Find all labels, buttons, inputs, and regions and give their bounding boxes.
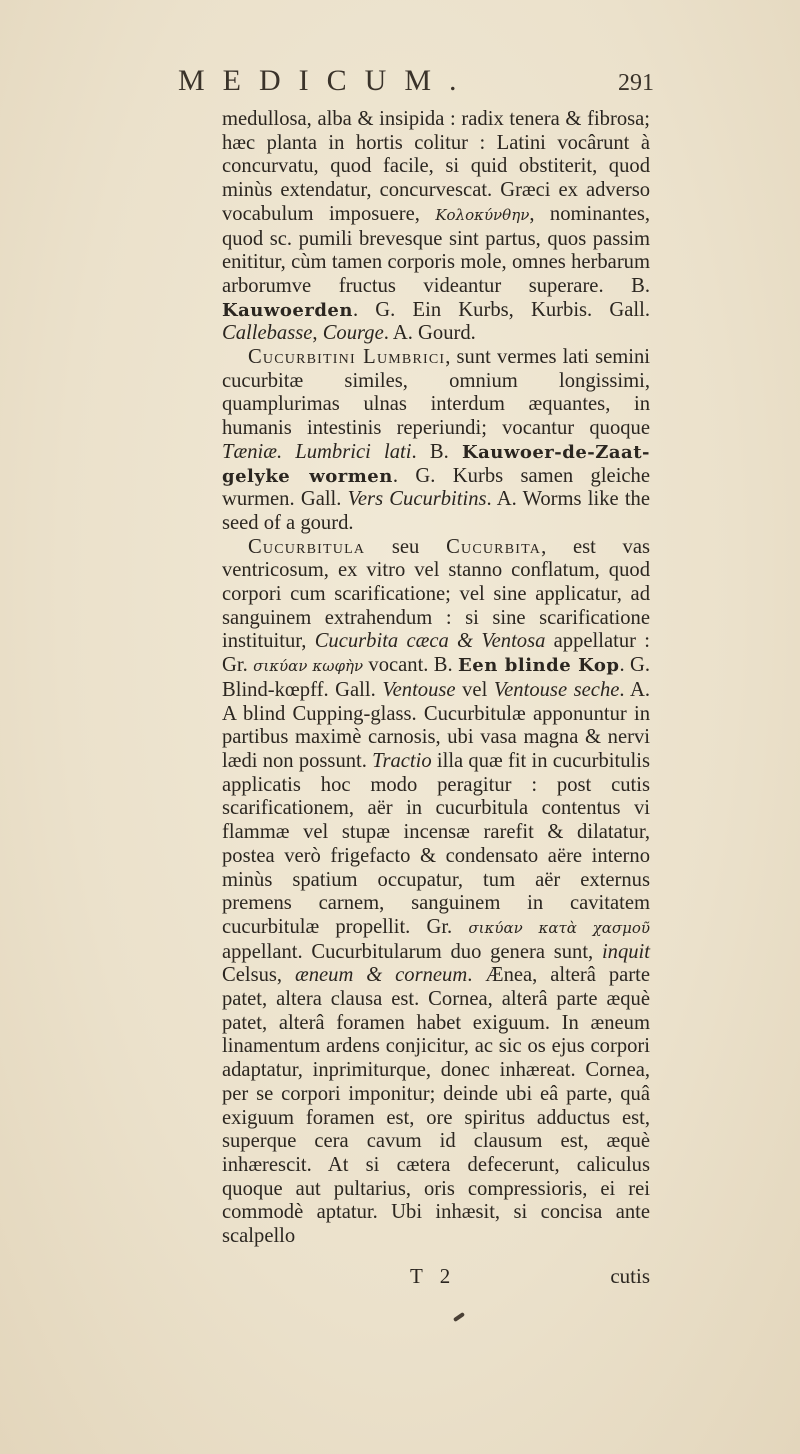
text-run: . A. A blind Cupping-glass. Cucurbitulæ apponuntur in partibus maximè carnosis, ubi vasa magna & nervi lædi non possunt. [222,678,650,772]
paragraph-cucurbitini-lumbrici [222,346,650,536]
page-footer [222,1264,650,1292]
text-run: seu [365,535,447,558]
text-run: Kauwoer-de-Zaat-gelyke wormen [222,441,650,487]
text-run: , nominantes, quod sc. pumili brevesque sint partus, quos passim enititur, cùm tamen corporis mole, omnes herbarum arborumve fructus videantur superare. B. [222,202,650,297]
text-run: Kauwoerden [222,299,353,321]
text-run: , est vas ventricosum, ex vitro vel stanno conflatum, quod corpori cum scarificatione; vel sine applicatur, ad sanguinem extrahendum : si sine scarificatione instituitur, [222,535,650,653]
text-run: Een blinde Kop [458,655,620,677]
catchword: cutis [610,1264,650,1288]
running-head: MEDICUM. [178,64,475,97]
body-text [222,108,650,1249]
text-run: . G. Kurbs samen gleiche wurmen. Gall. [222,464,650,511]
page-header [150,64,654,104]
text-run: Ventouse [382,678,456,701]
text-run: Cucurbita cæca & Ventosa [314,630,546,653]
text-run: Callebasse [222,322,313,345]
paragraph-cucurbita-plant [222,108,650,346]
text-run: Celsus, [222,964,295,987]
paragraph-cucurbitula [222,536,650,1249]
text-run: Vers Cucurbitins [347,488,487,511]
text-run: inquit [601,940,650,963]
text-run: , [312,322,323,345]
text-run: Cucurbitini Lumbrici [248,346,446,369]
text-run: medullosa, alba & insipida : radix tenera & fibrosa; hæc planta in hortis colitur : Latini vocârunt à concurvatu, quod facile, si quid obstiterit, quod minùs extendatur, concurvescat. Græci ex adverso vocabulum imposuere, [222,108,650,225]
page-number: 291 [618,70,654,96]
text-run: Tæniæ. Lumbrici lati [222,440,412,463]
signature-mark: T 2 [410,1264,457,1288]
ink-mark [453,1312,465,1322]
text-run: . G. Blind-kœpff. Gall. [222,654,650,701]
text-run: æneum & corneum [294,964,468,987]
text-run: Ventouse seche [493,678,620,701]
text-run: Tractio [372,749,432,772]
text-run: vel [455,678,494,701]
text-run: , sunt vermes lati semini cucurbitæ similes, omnium longissimi, quamplurimas ulnas interdum æquantes, in humanis intestinis reperiundi; vocantur quoque [222,346,650,440]
text-run: . A. Worms like the seed of a gourd. [222,488,650,534]
text-run: . A. Gourd. [383,322,476,345]
text-run: illa quæ fit in cucurbitulis applicatis hoc modo peragitur : post cutis scarificationem, aër in cucurbitula contentus vi flammæ vel stupæ incensæ rarefit & dilatatur, postea verò frigefacto & condensato aëre interno minùs spatium occupatur, tum aër externus premens carnem, sanguinem in cavitatem cucurbitulæ propellit. Gr. [222,749,650,938]
text-run: appellatur : Gr. [222,630,650,677]
text-run: appellant. Cucurbitularum duo genera sunt, [222,940,602,963]
text-run: . Ænea, alterâ parte patet, altera clausa est. Cornea, alterâ parte æquè patet, alterâ foramen habet exiguum. In æneum linamentum ardens conjicitur, ac sic os ejus corpori adaptatur, inprimiturque, donec inhæreat. Cornea, per se corpori imponitur; deinde ubi eâ parte, quâ exiguum foramen est, ore spiritus adductus est, superque cera cavum id clausum est, æquè inhærescit. At si cætera defecerunt, caliculus quoque aut pultarius, oris compressioris, ei rei commodè aptatur. Ubi inhæsit, si concisa ante scalpello [222,964,650,1248]
text-run: . B. [411,440,462,463]
text-run: Courge [322,322,384,345]
text-run: Κολοκύνθην [435,205,530,224]
text-run: Cucurbita [446,535,542,558]
text-run: . G. Ein Kurbs, Kurbis. Gall. [352,298,650,321]
text-run: vocant. B. [363,654,459,677]
text-run: σικύαν κωφὴν [253,657,364,676]
text-run: σικύαν κατὰ χασμοῦ [468,918,651,937]
text-run: Cucurbitula [248,535,366,558]
